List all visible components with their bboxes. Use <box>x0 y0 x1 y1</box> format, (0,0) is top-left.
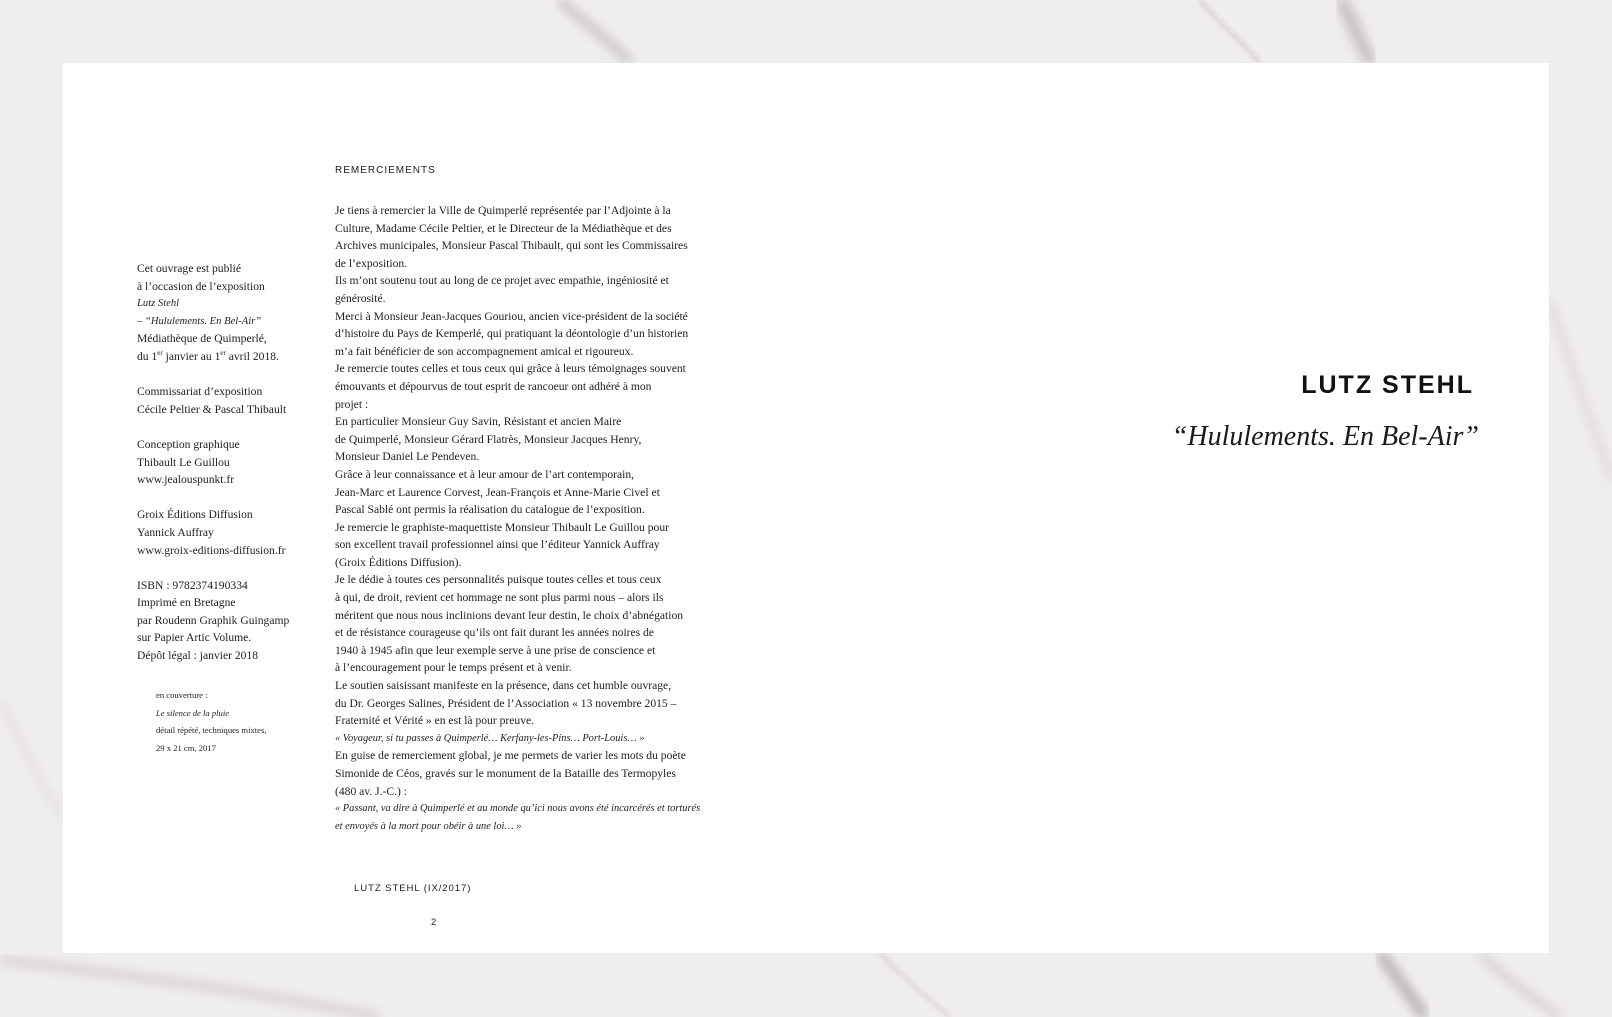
quote-passant: « Passant, va dire à Quimperlé et au monde qu’ici nous avons été incarcérés et torturés <box>335 803 701 815</box>
venue: Médiathèque de Quimperlé, <box>137 332 267 346</box>
text-line: Culture, Madame Cécile Peltier, et le Directeur de la Médiathèque et des <box>335 221 672 235</box>
text-line: du Dr. Georges Salines, Président de l’Association « 13 novembre 2015 – <box>335 696 677 710</box>
text-line: méritent que nous nous inclinions devant leur destin, le choix d’abnégation <box>335 608 684 622</box>
colophon <box>137 260 317 682</box>
text-line: Monsieur Daniel Le Pendeven. <box>335 450 480 464</box>
text-line: Ils m’ont soutenu tout au long de ce projet avec empathie, ingéniosité et <box>335 274 669 288</box>
text-line: Merci à Monsieur Jean-Jacques Gouriou, ancien vice-président de la société <box>335 309 688 323</box>
quote-voyageur: « Voyageur, si tu passes à Quimperlé… Kerfany-les-Pins… Port-Louis… » <box>335 732 645 744</box>
text-line: Archives municipales, Monsieur Pascal Thibault, qui sont les Commissaires <box>335 239 688 253</box>
text-line: projet : <box>335 397 369 411</box>
text-line: à qui, de droit, revient cet hommage ne sont plus parmi nous – alors ils <box>335 591 664 605</box>
title-page-title: “Hululements. En Bel-Air” <box>1171 421 1479 452</box>
cover-caption: en couverture : Le silence de la pluie détail répété, techniques mixtes, 29 x 21 cm, 2017 <box>156 687 306 757</box>
text-line: m’a fait bénéficier de son accompagnement amical et rigoureux. <box>335 344 634 358</box>
text-line: Pascal Sablé ont permis la réalisation du catalogue de l’exposition. <box>335 503 645 517</box>
text-line: et de résistance courageuse qu’ils ont fait durant les années noires de <box>335 626 655 640</box>
designer-website: www.jealouspunkt.fr <box>137 473 235 487</box>
text-line: générosité. <box>335 291 386 305</box>
text-line: Grâce à leur connaissance et à leur amour de l’art contemporain, <box>335 467 635 481</box>
text-line: Fraternité et Vérité » en est là pour preuve. <box>335 714 535 728</box>
colophon-publisher: Groix Éditions Diffusion Yannick Auffray www.groix-editions-diffusion.fr <box>137 506 317 559</box>
text-line: Je remercie le graphiste-maquettiste Monsieur Thibault Le Guillou pour <box>335 520 669 534</box>
text-line: à l’encouragement pour le temps présent et à venir. <box>335 661 572 675</box>
text-line: Je le dédie à toutes ces personnalités puisque toutes celles et tous ceux <box>335 573 662 587</box>
text-line: Simonide de Céos, gravés sur le monument de la Bataille des Termopyles <box>335 767 676 780</box>
colophon-publication: Cet ouvrage est publié à l’occasion de l’exposition Lutz Stehl – “Hululements. En Bel-Air” Médiathèque de Quimperlé, du 1er janvier au 1er avril 2018. <box>137 260 317 366</box>
text-line: Jean-Marc et Laurence Corvest, Jean-François et Anne-Marie Civel et <box>335 485 660 499</box>
colophon-printing: ISBN : 9782374190334 Imprimé en Bretagne par Roudenn Graphik Guingamp sur Papier Artic Volume. Dépôt légal : janvier 2018 <box>137 577 317 665</box>
title-page-author: LUTZ STEHL <box>1301 371 1474 399</box>
author-signature: LUTZ STEHL (IX/2017) <box>354 883 472 894</box>
text-line: 1940 à 1945 afin que leur exemple serve à une prise de conscience et <box>335 643 656 657</box>
colophon-design: Conception graphique Thibault Le Guillou www.jealouspunkt.fr <box>137 436 317 489</box>
text-line: de l’exposition. <box>335 256 408 270</box>
artist-name: Lutz Stehl <box>137 298 180 310</box>
text-line: En guise de remerciement global, je me permets de varier les mots du poète <box>335 749 686 763</box>
exhibition-dates: du 1er janvier au 1er avril 2018. <box>137 349 279 363</box>
acknowledgements-heading: REMERCIEMENTS <box>335 165 436 176</box>
text-line: Je tiens à remercier la Ville de Quimperlé représentée par l’Adjointe à la <box>335 204 671 217</box>
text-line: Le soutien saisissant manifeste en la présence, dans cet humble ouvrage, <box>335 679 672 693</box>
text-line: (480 av. J.-C.) : <box>335 784 408 798</box>
exhibition-title: – “Hululements. En Bel-Air” <box>137 315 262 327</box>
acknowledgements-text <box>335 202 725 835</box>
text-line: (Groix Éditions Diffusion). <box>335 555 462 569</box>
text-line: émouvants et dépourvus de tout esprit de rancoeur ont adhéré à mon <box>335 379 652 393</box>
page-number: 2 <box>431 917 437 928</box>
publisher-website: www.groix-editions-diffusion.fr <box>137 543 286 557</box>
text-line: Je remercie toutes celles et tous ceux qui grâce à leurs témoignages souvent <box>335 362 686 376</box>
text-line: En particulier Monsieur Guy Savin, Résistant et ancien Maire <box>335 415 622 429</box>
quote-passant: et envoyés à la mort pour obéir à une loi… » <box>335 820 522 832</box>
text-line: d’histoire du Pays de Kemperlé, qui pratiquant la déontologie d’un historien <box>335 327 689 341</box>
text-line: son excellent travail professionnel ainsi que l’éditeur Yannick Auffray <box>335 538 660 552</box>
cover-work-title: Le silence de la pluie <box>156 707 230 718</box>
isbn: ISBN : 9782374190334 <box>137 578 248 592</box>
colophon-curation: Commissariat d’exposition Cécile Peltier & Pascal Thibault <box>137 385 287 416</box>
text-line: de Quimperlé, Monsieur Gérard Flatrès, Monsieur Jacques Henry, <box>335 432 642 446</box>
